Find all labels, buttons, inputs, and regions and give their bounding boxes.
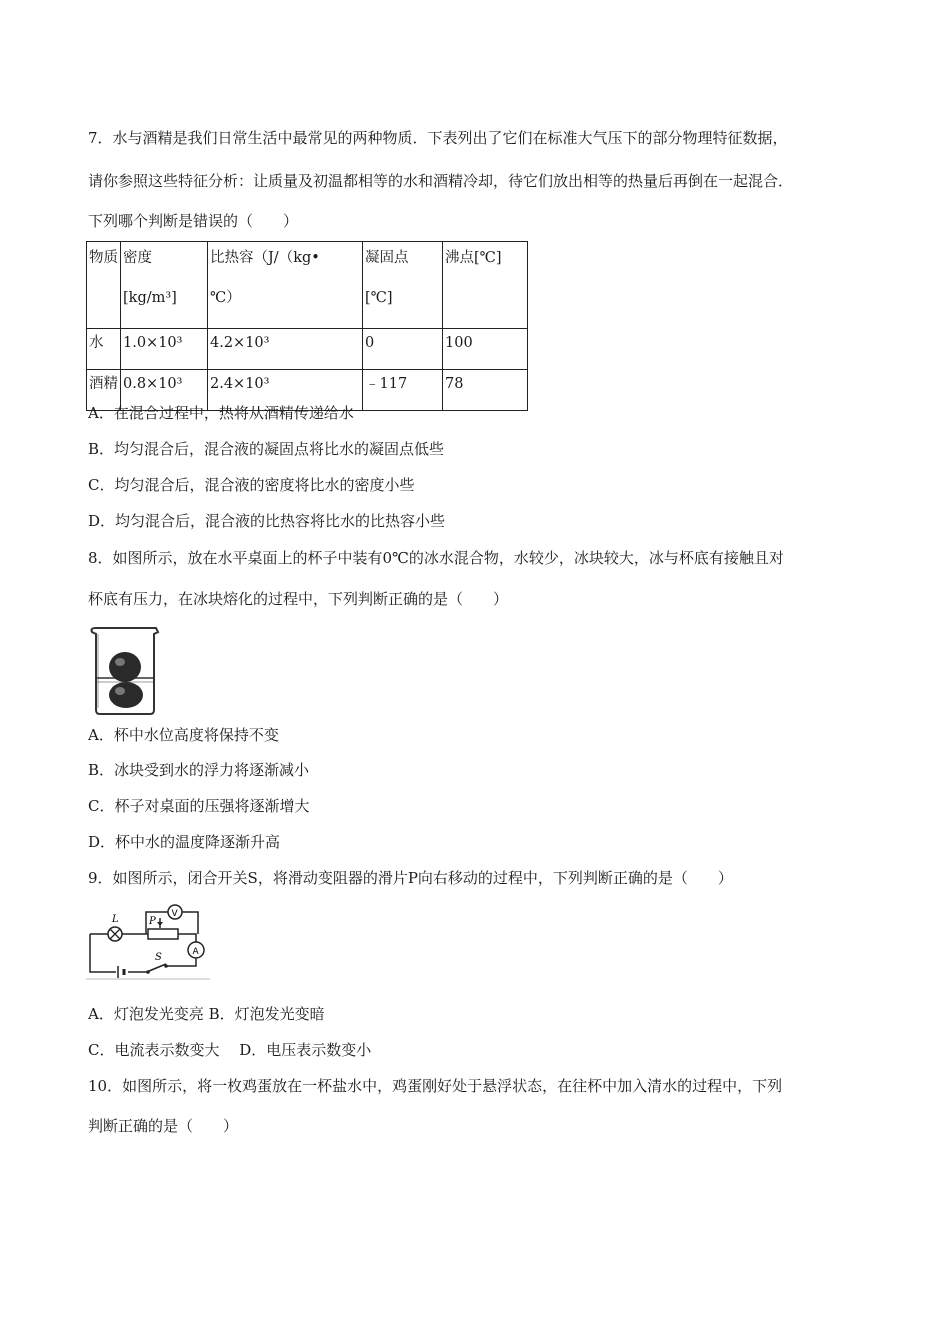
q8-option-c: C．杯子对桌面的压强将逐渐增大 <box>88 797 310 815</box>
q9-options-row2: C．电流表示数变大 D．电压表示数变小 <box>88 1041 372 1059</box>
circuit-diagram <box>86 900 210 980</box>
header-substance: 物质 <box>87 242 121 329</box>
q7-option-b: B．均匀混合后，混合液的凝固点将比水的凝固点低些 <box>88 440 445 458</box>
cell-boiling-point: 100 <box>443 329 528 370</box>
q7-option-c: C．均匀混合后，混合液的密度将比水的密度小些 <box>88 476 415 494</box>
cell-freezing-point: ﹣117 <box>363 370 443 411</box>
q8-stem-line1: 8．如图所示，放在水平桌面上的杯子中装有0℃的冰水混合物，水较少，冰块较大，冰与杯底有接触且对 <box>88 549 784 567</box>
q7-stem-line3: 下列哪个判断是错误的（ ） <box>88 212 299 230</box>
circuit-label-ammeter: A <box>192 947 199 957</box>
q8-option-b: B．冰块受到水的浮力将逐渐减小 <box>88 761 310 779</box>
table-row <box>87 329 528 370</box>
cell-specific-heat: 2.4×10³ <box>208 370 363 411</box>
q7-stem-line2: 请你参照这些特征分析：让质量及初温都相等的水和酒精冷却，待它们放出相等的热量后再倒在一起混合． <box>88 172 794 190</box>
q7-option-d: D．均匀混合后，混合液的比热容将比水的比热容小些 <box>88 512 446 530</box>
beaker-ice-figure <box>86 622 166 718</box>
q10-stem-line2: 判断正确的是（ ） <box>88 1117 239 1135</box>
header-freezing-point: 凝固点 [℃] <box>363 242 443 329</box>
cell-freezing-point: 0 <box>363 329 443 370</box>
header-specific-heat: 比热容（J/（kg• ℃） <box>208 242 363 329</box>
q8-option-d: D．杯中水的温度降逐渐升高 <box>88 833 281 851</box>
cell-substance: 水 <box>87 329 121 370</box>
q7-option-a: A．在混合过程中，热将从酒精传递给水 <box>88 404 354 422</box>
circuit-label-switch: S <box>155 952 162 963</box>
circuit-label-lamp: L <box>112 914 119 925</box>
cell-boiling-point: 78 <box>443 370 528 411</box>
properties-table <box>86 241 528 411</box>
q7-stem-line1: 7．水与酒精是我们日常生活中最常见的两种物质．下表列出了它们在标准大气压下的部分物理特征数据， <box>88 129 788 147</box>
circuit-label-voltmeter: V <box>171 909 178 919</box>
cell-density: 1.0×10³ <box>121 329 208 370</box>
q9-stem-line1: 9．如图所示，闭合开关S，将滑动变阻器的滑片P向右移动的过程中，下列判断正确的是（ ） <box>88 869 733 887</box>
q8-stem-line2: 杯底有压力，在冰块熔化的过程中，下列判断正确的是（ ） <box>88 590 509 608</box>
circuit-label-slider: P <box>149 916 156 927</box>
table-header-row <box>87 242 528 329</box>
cell-density: 0.8×10³ <box>121 370 208 411</box>
header-boiling-point: 沸点[℃] <box>443 242 528 329</box>
cell-substance: 酒精 <box>87 370 121 411</box>
q10-stem-line1: 10．如图所示，将一枚鸡蛋放在一杯盐水中，鸡蛋刚好处于悬浮状态，在往杯中加入清水的过程中，下列 <box>88 1077 783 1095</box>
q8-option-a: A．杯中水位高度将保持不变 <box>88 726 279 744</box>
header-density: 密度 [kg/m³] <box>121 242 208 329</box>
cell-specific-heat: 4.2×10³ <box>208 329 363 370</box>
q9-options-row1: A．灯泡发光变亮 B．灯泡发光变暗 <box>88 1005 325 1023</box>
